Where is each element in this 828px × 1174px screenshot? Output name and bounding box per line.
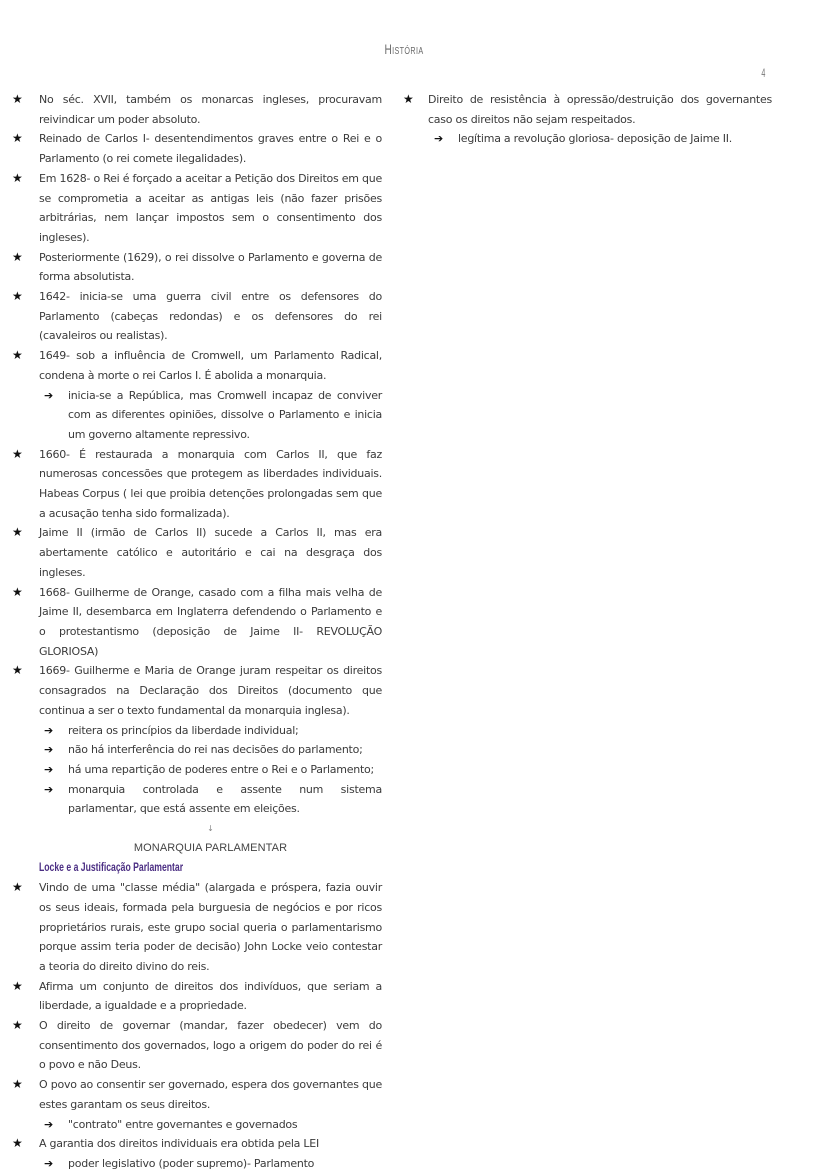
star-bullet-icon: ★: [12, 170, 23, 185]
sub-list-item-text: há uma repartição de poderes entre o Rei e o Parlamento;: [68, 762, 374, 776]
list-item-text: Jaime II (irmão de Carlos II) sucede a Carlos II, mas era abertamente católico e autoritário e cai na desgraça dos ingleses.: [39, 526, 382, 579]
list-item-text: O povo ao consentir ser governado, espera dos governantes que estes garantam os seus direitos.: [39, 1078, 382, 1111]
star-bullet-icon: ★: [12, 92, 23, 106]
star-bullet-icon: ★: [12, 663, 23, 678]
sub-list-item-text: legítima a revolução gloriosa- deposição de Jaime II.: [458, 132, 733, 146]
star-bullet-icon: ★: [12, 1077, 23, 1092]
left-column: [0, 90, 382, 1174]
sub-list-item: [0, 721, 382, 741]
star-bullet-icon: ★: [12, 1136, 23, 1151]
down-arrow-icon: ↓: [207, 824, 214, 834]
star-bullet-icon: ★: [12, 348, 23, 363]
rights-list: [398, 90, 772, 149]
list-item: [0, 523, 382, 582]
list-item-text: 1660- É restaurada a monarquia com Carlos II, que faz numerosas concessões que protegem as liberdades individuais. Habeas Corpus ( lei que proibia detenções prolongadas sem que a acusação tenha sido formalizada).: [39, 447, 382, 520]
sub-list-item-text: monarquia controlada e assente num sistema parlamentar, que está assente em eleições.: [68, 782, 382, 816]
list-item: [0, 1134, 382, 1154]
list-item: [0, 90, 382, 129]
list-item-text: No séc. XVII, também os monarcas ingleses, procuravam reivindicar um poder absoluto.: [39, 93, 382, 126]
arrow-right-icon: ➔: [44, 388, 53, 402]
list-item-text: 1649- sob a influência de Cromwell, um Parlamento Radical, condena à morte o rei Carlos I. É abolida a monarquia.: [39, 349, 382, 382]
star-bullet-icon: ★: [12, 289, 23, 304]
right-column: [398, 90, 772, 149]
star-bullet-icon: ★: [12, 584, 23, 599]
list-item-text: O direito de governar (mandar, fazer obedecer) vem do consentimento dos governados, logo a origem do poder do rei é o povo e não Deus.: [39, 1019, 382, 1072]
sub-list-item-text: inicia-se a República, mas Cromwell incapaz de conviver com as diferentes opiniões, dissolve o Parlamento e inicia um governo altamente repressivo.: [68, 388, 382, 441]
arrow-right-icon: ➔: [44, 723, 53, 737]
arrow-right-icon: ➔: [44, 1117, 53, 1131]
list-item: [0, 287, 382, 346]
list-item: [0, 1075, 382, 1114]
star-bullet-icon: ★: [12, 525, 23, 540]
arrow-right-icon: ➔: [434, 132, 443, 146]
list-item: [0, 169, 382, 248]
arrow-right-icon: ➔: [44, 743, 53, 757]
list-item-text: 1668- Guilherme de Orange, casado com a filha mais velha de Jaime II, desembarca em Inglaterra defendendo o Parlamento e o protestantismo (deposição de Jaime II- REVOLUÇÃO GLORIOSA): [39, 585, 382, 658]
list-item: [0, 878, 382, 977]
list-item-text: Vindo de uma "classe média" (alargada e próspera, fazia ouvir os seus ideais, formada pela burguesia de negócios e por ricos proprietários rurais, este grupo social queria o parlamentarismo porque assim teria poder de decisão) John Locke veio contestar a teoria do direito divino do reis.: [39, 881, 382, 973]
list-item-text: 1669- Guilherme e Maria de Orange juram respeitar os direitos consagrados na Declaração dos Direitos (documento que continua a ser o texto fundamental da monarquia inglesa).: [39, 664, 382, 717]
star-bullet-icon: ★: [12, 880, 23, 895]
sub-list-item: [0, 780, 382, 819]
page-number: 4: [761, 66, 766, 80]
list-item: [0, 129, 382, 168]
sub-list-item: [0, 760, 382, 780]
sub-list-item-text: não há interferência do rei nas decisões do parlamento;: [68, 743, 363, 757]
list-item: [0, 445, 382, 524]
arrow-right-icon: ➔: [44, 762, 53, 776]
star-bullet-icon: ★: [12, 1018, 23, 1033]
star-bullet-icon: ★: [12, 978, 23, 993]
star-bullet-icon: ★: [12, 446, 23, 461]
list-item: [0, 248, 382, 287]
conclusion-text: MONARQUIA PARLAMENTAR: [133, 841, 288, 854]
list-item: [398, 90, 772, 129]
page-title: História: [384, 41, 424, 57]
star-bullet-icon: ★: [12, 249, 23, 264]
list-item-text: Em 1628- o Rei é forçado a aceitar a Petição dos Direitos em que se comprometia a aceitar as antigas leis (não fazer prisões arbitrárias, nem lançar impostos sem o consentimento dos ingleses).: [39, 171, 382, 244]
list-item-text: 1642- inicia-se uma guerra civil entre os defensores do Parlamento (cabeças redondas) e os defensores do rei (cavaleiros ou realistas).: [39, 290, 382, 343]
star-bullet-icon: ★: [12, 131, 23, 146]
sub-list-item-text: poder legislativo (poder supremo)- Parlamento: [68, 1156, 315, 1170]
sub-list-item-text: "contrato" entre governantes e governados: [68, 1117, 298, 1131]
list-item-text: Direito de resistência à opressão/destruição dos governantes caso os direitos não sejam respeitados.: [428, 93, 772, 126]
sub-list-item: [0, 740, 382, 760]
list-item-text: Afirma um conjunto de direitos dos indivíduos, que seriam a liberdade, a igualdade e a propriedade.: [39, 979, 382, 1013]
sub-list-item: [0, 1115, 382, 1135]
sub-list-item: [398, 129, 772, 149]
section-heading: Locke e a Justificação Parlamentar: [39, 860, 184, 875]
list-item: [0, 661, 382, 720]
list-item: [0, 1016, 382, 1075]
star-bullet-icon: ★: [403, 92, 414, 106]
history-list: [0, 90, 382, 819]
sub-list-item: [0, 386, 382, 445]
sub-list-item: [0, 1154, 382, 1174]
list-item: [0, 346, 382, 385]
arrow-right-icon: ➔: [44, 1156, 53, 1170]
list-item-text: A garantia dos direitos individuais era obtida pela LEI: [39, 1137, 319, 1151]
list-item: [0, 583, 382, 662]
list-item-text: Reinado de Carlos I- desentendimentos graves entre o Rei e o Parlamento (o rei comete ilegalidades).: [39, 132, 382, 166]
list-item-text: Posteriormente (1629), o rei dissolve o Parlamento e governa de forma absolutista.: [39, 250, 382, 284]
sub-list-item-text: reitera os princípios da liberdade individual;: [68, 723, 299, 737]
locke-list: [0, 878, 382, 1174]
list-item: [0, 977, 382, 1016]
arrow-right-icon: ➔: [44, 782, 53, 796]
